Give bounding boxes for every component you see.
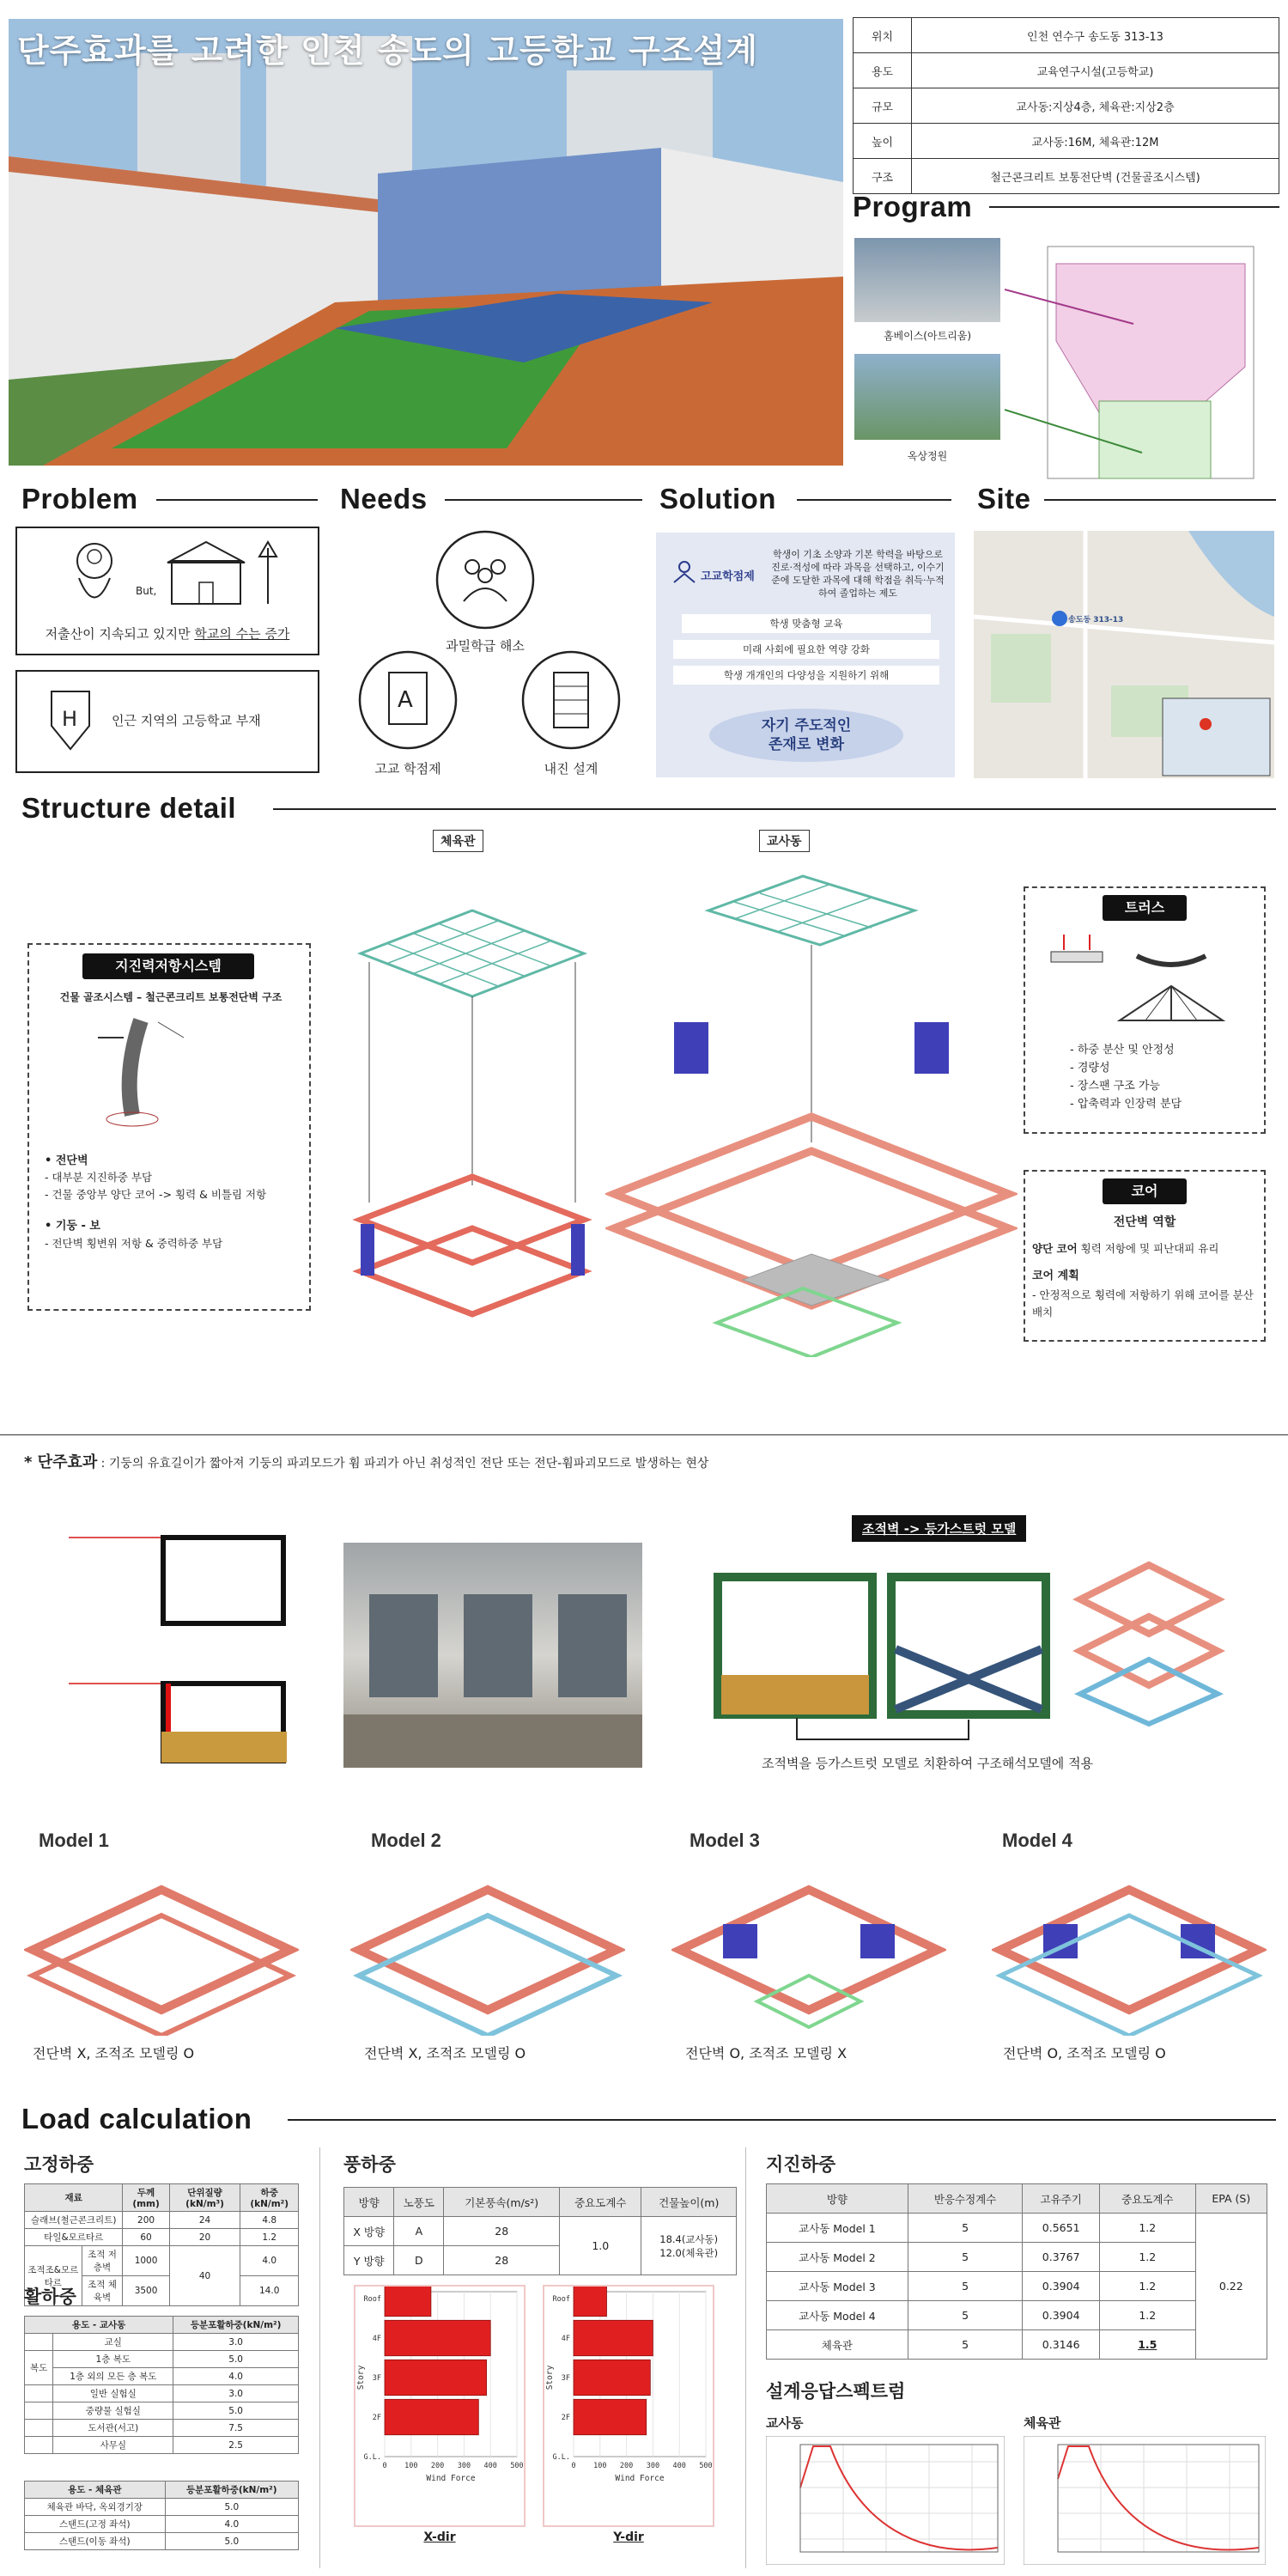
model-4-caption: 전단벽 O, 조적조 모델링 O bbox=[1003, 2045, 1166, 2061]
x-tick-label: 100 bbox=[593, 2462, 607, 2470]
model-4-image bbox=[992, 1873, 1267, 2036]
wind-force-chart-x bbox=[355, 2287, 524, 2493]
y-tick-label: 4F bbox=[561, 2335, 570, 2343]
core-title: 코어 bbox=[1103, 1178, 1187, 1204]
wind-force-bar bbox=[385, 2320, 490, 2355]
solution-bullet-1: 학생 맞춤형 교육 bbox=[682, 614, 931, 633]
x-tick-label: 400 bbox=[483, 2462, 497, 2470]
poster-title: 단주효과를 고려한 인천 송도의 고등학교 구조설계 bbox=[17, 32, 759, 70]
table-row: 체육관 5 0.3146 1.5 bbox=[767, 2330, 1267, 2360]
wind-force-bar bbox=[385, 2360, 487, 2395]
seismic-load-title: 지진하중 bbox=[766, 2154, 836, 2175]
strut-model-caption: 조적벽을 등가스트럿 모델로 치환하여 구조해석모델에 적용 bbox=[761, 1756, 1094, 1771]
table-header-row: 방향 반응수정계수 고유주기 중요도계수 EPA (S) bbox=[767, 2184, 1267, 2214]
truss-box bbox=[1024, 886, 1266, 1134]
truss-item: - 압축력과 인장력 분담 bbox=[1070, 1098, 1182, 1111]
table-row: 스탠드(이동 좌석) 5.0 bbox=[25, 2533, 299, 2550]
solution-panel bbox=[656, 533, 955, 777]
short-column-photo bbox=[343, 1543, 642, 1768]
table-row: 슬래브(철근콘크리트) 200 24 4.8 bbox=[25, 2212, 299, 2229]
x-tick-label: 100 bbox=[404, 2462, 418, 2470]
wind-chart-x-frame bbox=[354, 2285, 526, 2527]
site-heading: Site bbox=[977, 483, 1031, 515]
model-3-image bbox=[671, 1873, 946, 2036]
wind-force-chart-y bbox=[544, 2287, 713, 2493]
site-marker-label: 송도동 313-13 bbox=[1068, 616, 1124, 624]
y-tick-label: 3F bbox=[561, 2374, 570, 2383]
model-2-caption: 전단벽 X, 조적조 모델링 O bbox=[364, 2045, 526, 2061]
y-tick-label: 3F bbox=[372, 2374, 381, 2383]
x-tick-label: 500 bbox=[510, 2462, 524, 2470]
wind-load-title: 풍하중 bbox=[343, 2154, 396, 2175]
y-axis-label: Story bbox=[545, 2365, 555, 2390]
model-1-caption: 전단벽 X, 조적조 모델링 O bbox=[33, 2045, 195, 2061]
problem-heading: Problem bbox=[21, 483, 138, 515]
model-2-image bbox=[350, 1873, 625, 2036]
table-header-row: 재료 두께 (mm) 단위질량 (kN/m³) 하중 (kN/m²) bbox=[25, 2184, 299, 2212]
truss-item: - 경량성 bbox=[1070, 1062, 1110, 1075]
table-row: 복도 1층 복도 5.0 bbox=[25, 2351, 299, 2368]
y-tick-label: 2F bbox=[372, 2414, 381, 2422]
y-axis-label: Story bbox=[356, 2365, 366, 2390]
site-map bbox=[974, 531, 1274, 778]
model-1-title: Model 1 bbox=[39, 1830, 109, 1851]
wind-force-bar bbox=[574, 2360, 650, 2395]
table-row: 교사동 Model 1 5 0.5651 1.2 0.22 bbox=[767, 2214, 1267, 2243]
wind-force-bar bbox=[385, 2287, 431, 2317]
y-tick-label: 2F bbox=[561, 2414, 570, 2422]
problem-text-2: 인근 지역의 고등학교 부재 bbox=[112, 713, 261, 728]
wind-force-bar bbox=[385, 2399, 478, 2434]
problem-text-1: 저출산이 지속되고 있지만 학교의 수는 증가 bbox=[45, 626, 290, 642]
spectrum-label-1: 교사동 bbox=[766, 2415, 804, 2431]
svg-text:H: H bbox=[62, 707, 78, 731]
credit-document-icon bbox=[356, 649, 459, 752]
school-exploded-model bbox=[605, 859, 1018, 1357]
y-tick-label: G.L. bbox=[363, 2453, 381, 2462]
wall-item-2: - 건물 중앙부 양단 코어 -> 횡력 & 비틀림 저항 bbox=[45, 1188, 267, 1201]
x-tick-label: 0 bbox=[382, 2462, 387, 2470]
y-tick-label: Roof bbox=[363, 2295, 381, 2304]
spectrum-label-2: 체육관 bbox=[1024, 2415, 1061, 2431]
truss-title: 트러스 bbox=[1103, 895, 1187, 921]
table-row: Y 방향 D 28 bbox=[344, 2246, 737, 2275]
x-tick-label: 300 bbox=[457, 2462, 471, 2470]
table-row: 조적 체육벽 3500 14.0 bbox=[25, 2276, 299, 2306]
column-heading: • 기둥 - 보 bbox=[45, 1220, 100, 1233]
shear-wall-diagram bbox=[89, 1012, 235, 1132]
needs-overcrowd: 과밀학급 해소 bbox=[446, 638, 525, 654]
pregnant-baby-icon bbox=[69, 535, 283, 612]
wind-load-table bbox=[343, 2187, 737, 2275]
floor-plan bbox=[1005, 238, 1279, 487]
atrium-caption: 홈베이스(아트리움) bbox=[883, 330, 972, 342]
wall-item-1: - 대부분 지진하중 부담 bbox=[45, 1171, 153, 1184]
school-facade-image bbox=[343, 1543, 642, 1768]
x-tick-label: 400 bbox=[672, 2462, 686, 2470]
campus-rendering-image bbox=[9, 19, 843, 466]
core-sub: 전단벽 역할 bbox=[1113, 1215, 1176, 1229]
seismic-system-sub: 건물 골조시스템 – 철근콘크리트 보통전단벽 구조 bbox=[59, 991, 283, 1003]
needs-heading: Needs bbox=[340, 483, 428, 515]
spectrum-graph-gym bbox=[1024, 2436, 1266, 2565]
core-plan-heading: 코어 계획 bbox=[1032, 1270, 1079, 1282]
spectrum-graph-school bbox=[766, 2436, 1005, 2565]
table-row: 스탠드(고정 좌석) 4.0 bbox=[25, 2516, 299, 2533]
wind-chart-y-frame bbox=[543, 2285, 714, 2527]
truss-list bbox=[1070, 1041, 1182, 1113]
credit-logo-icon bbox=[671, 558, 697, 584]
spectrum-title: 설계응답스펙트럼 bbox=[766, 2381, 906, 2402]
table-row: X 방향 A 28 1.0 18.4(교사동) 12.0(체육관) bbox=[344, 2217, 737, 2246]
table-row: 체육관 바닥, 옥외경기장 5.0 bbox=[25, 2499, 299, 2516]
needs-credit: 고교 학점제 bbox=[374, 761, 441, 776]
wind-force-bar bbox=[574, 2320, 653, 2355]
x-tick-label: 300 bbox=[646, 2462, 660, 2470]
structure-heading: Structure detail bbox=[21, 792, 237, 824]
wind-chart-y-caption: Y-dir bbox=[613, 2530, 644, 2544]
dead-load-title: 고정하중 bbox=[24, 2154, 94, 2175]
info-row: 위치 인천 연수구 송도동 313-13 bbox=[854, 18, 1279, 53]
short-column-diagram bbox=[69, 1529, 301, 1778]
seismic-load-table bbox=[766, 2183, 1267, 2360]
people-group-icon bbox=[434, 528, 537, 631]
table-header-row: 용도 - 체육관 등분포활하중(kN/m²) bbox=[25, 2482, 299, 2499]
solution-bullet-2: 미래 사회에 필요한 역량 강화 bbox=[673, 640, 939, 659]
solution-bullet-3: 학생 개개인의 다양성을 지원하기 위해 bbox=[673, 666, 939, 685]
model-2-title: Model 2 bbox=[371, 1830, 441, 1851]
info-row: 용도 교육연구시설(고등학교) bbox=[854, 53, 1279, 88]
building-icon bbox=[519, 649, 623, 752]
table-header-row: 용도 - 교사동 등분포활하중(kN/m²) bbox=[25, 2317, 299, 2334]
table-header-row: 방향 노풍도 기본풍속(m/s²) 중요도계수 건물높이(m) bbox=[344, 2188, 737, 2217]
roof-garden-photo bbox=[854, 354, 1000, 440]
but-label: But, bbox=[136, 585, 157, 597]
info-row: 구조 철근콘크리트 보통전단벽 (건물골조시스템) bbox=[854, 159, 1279, 194]
solution-desc: 학생이 기초 소양과 기본 학력을 바탕으로 진로·적성에 따라 과목을 선택하고, 이수기준에 도달한 과목에 대해 학점을 취득·누적하여 졸업하는 제도 bbox=[771, 549, 945, 599]
school-label: 교사동 bbox=[759, 830, 810, 852]
problem-box-1 bbox=[15, 527, 319, 655]
equivalent-strut-diagram bbox=[711, 1563, 1054, 1744]
gym-exploded-model bbox=[343, 859, 601, 1340]
project-info-table bbox=[853, 17, 1279, 194]
table-row: 타일&모르타르 60 20 1.2 bbox=[25, 2229, 299, 2246]
needs-seismic: 내진 설계 bbox=[544, 761, 598, 776]
wall-heading: • 전단벽 bbox=[45, 1154, 88, 1167]
solution-oval: 자기 주도적인 존재로 변화 bbox=[709, 709, 903, 762]
table-row: 도서관(서고) 7.5 bbox=[25, 2420, 299, 2437]
x-axis-label: Wind Force bbox=[615, 2474, 665, 2483]
school-crest-icon bbox=[45, 687, 96, 756]
x-tick-label: 0 bbox=[571, 2462, 576, 2470]
wind-force-bar bbox=[574, 2399, 647, 2434]
core-plan-text: - 안정적으로 횡력에 저항하기 위해 코어를 분산 배치 bbox=[1032, 1288, 1254, 1318]
atrium-photo bbox=[854, 238, 1000, 322]
table-row: 사무실 2.5 bbox=[25, 2437, 299, 2454]
strut-3d-model bbox=[1072, 1556, 1226, 1728]
truss-item: - 장스팬 구조 가능 bbox=[1070, 1080, 1160, 1093]
y-tick-label: G.L. bbox=[552, 2453, 570, 2462]
wind-chart-x-caption: X-dir bbox=[423, 2530, 456, 2544]
table-row: 조적조&모르타르 조적 저층벽 1000 40 4.0 bbox=[25, 2246, 299, 2276]
y-tick-label: Roof bbox=[552, 2295, 570, 2304]
core-line-1: 양단 코어 횡력 저항에 및 피난대피 유리 bbox=[1032, 1242, 1219, 1255]
table-row: 교사동 Model 4 5 0.3904 1.2 bbox=[767, 2301, 1267, 2330]
table-row: 교사동 Model 2 5 0.3767 1.2 bbox=[767, 2243, 1267, 2272]
x-tick-label: 500 bbox=[699, 2462, 713, 2470]
table-row: 교사동 Model 3 5 0.3904 1.2 bbox=[767, 2272, 1267, 2301]
model-3-title: Model 3 bbox=[690, 1830, 760, 1851]
y-tick-label: 4F bbox=[372, 2335, 381, 2343]
short-column-def: * 단주효과 : 기둥의 유효길이가 짧아져 기둥의 파괴모드가 휨 파괴가 아닌 취성적인 전단 또는 전단-휨파괴모드로 발생하는 현상 bbox=[24, 1453, 709, 1471]
truss-item: - 하중 분산 및 안정성 bbox=[1070, 1044, 1175, 1057]
solution-logo: 고교학점제 bbox=[701, 570, 755, 583]
info-row: 높이 교사동:16M, 체육관:12M bbox=[854, 124, 1279, 159]
model-1-image bbox=[24, 1873, 299, 2036]
x-tick-label: 200 bbox=[619, 2462, 634, 2470]
hero-rendering bbox=[9, 19, 843, 466]
core-box bbox=[1024, 1170, 1266, 1342]
site-map-image bbox=[974, 531, 1274, 778]
table-row: 중량물 실험실 5.0 bbox=[25, 2402, 299, 2420]
problem-box-2 bbox=[15, 670, 319, 773]
live-load-table bbox=[24, 2316, 299, 2454]
load-heading: Load calculation bbox=[21, 2103, 252, 2134]
gym-live-load-table bbox=[24, 2481, 299, 2550]
roof-garden-caption: 옥상정원 bbox=[907, 450, 948, 462]
solution-heading: Solution bbox=[659, 483, 776, 515]
wind-force-bar bbox=[574, 2287, 607, 2317]
x-axis-label: Wind Force bbox=[426, 2474, 476, 2483]
table-row: 교실 3.0 bbox=[25, 2334, 299, 2351]
model-4-title: Model 4 bbox=[1002, 1830, 1072, 1851]
table-row: 일반 실험실 3.0 bbox=[25, 2385, 299, 2402]
table-row: 1층 외의 모든 층 복도 4.0 bbox=[25, 2368, 299, 2385]
gym-label: 체육관 bbox=[433, 830, 483, 852]
live-load-title: 활하중 bbox=[24, 2287, 76, 2307]
seismic-system-box bbox=[27, 943, 311, 1311]
strut-model-title: 조적벽 -> 등가스트럿 모델 bbox=[852, 1515, 1026, 1542]
model-3-caption: 전단벽 O, 조적조 모델링 X bbox=[685, 2045, 848, 2061]
svg-text:A: A bbox=[398, 687, 413, 713]
seismic-system-title: 지진력저항시스템 bbox=[82, 953, 254, 979]
x-tick-label: 200 bbox=[430, 2462, 445, 2470]
info-row: 규모 교사동:지상4층, 체육관:지상2층 bbox=[854, 88, 1279, 124]
column-item-1: - 전단벽 횡변위 저항 & 중력하중 부담 bbox=[45, 1237, 223, 1250]
truss-diagram bbox=[1042, 926, 1249, 1029]
program-heading: Program bbox=[853, 191, 973, 222]
